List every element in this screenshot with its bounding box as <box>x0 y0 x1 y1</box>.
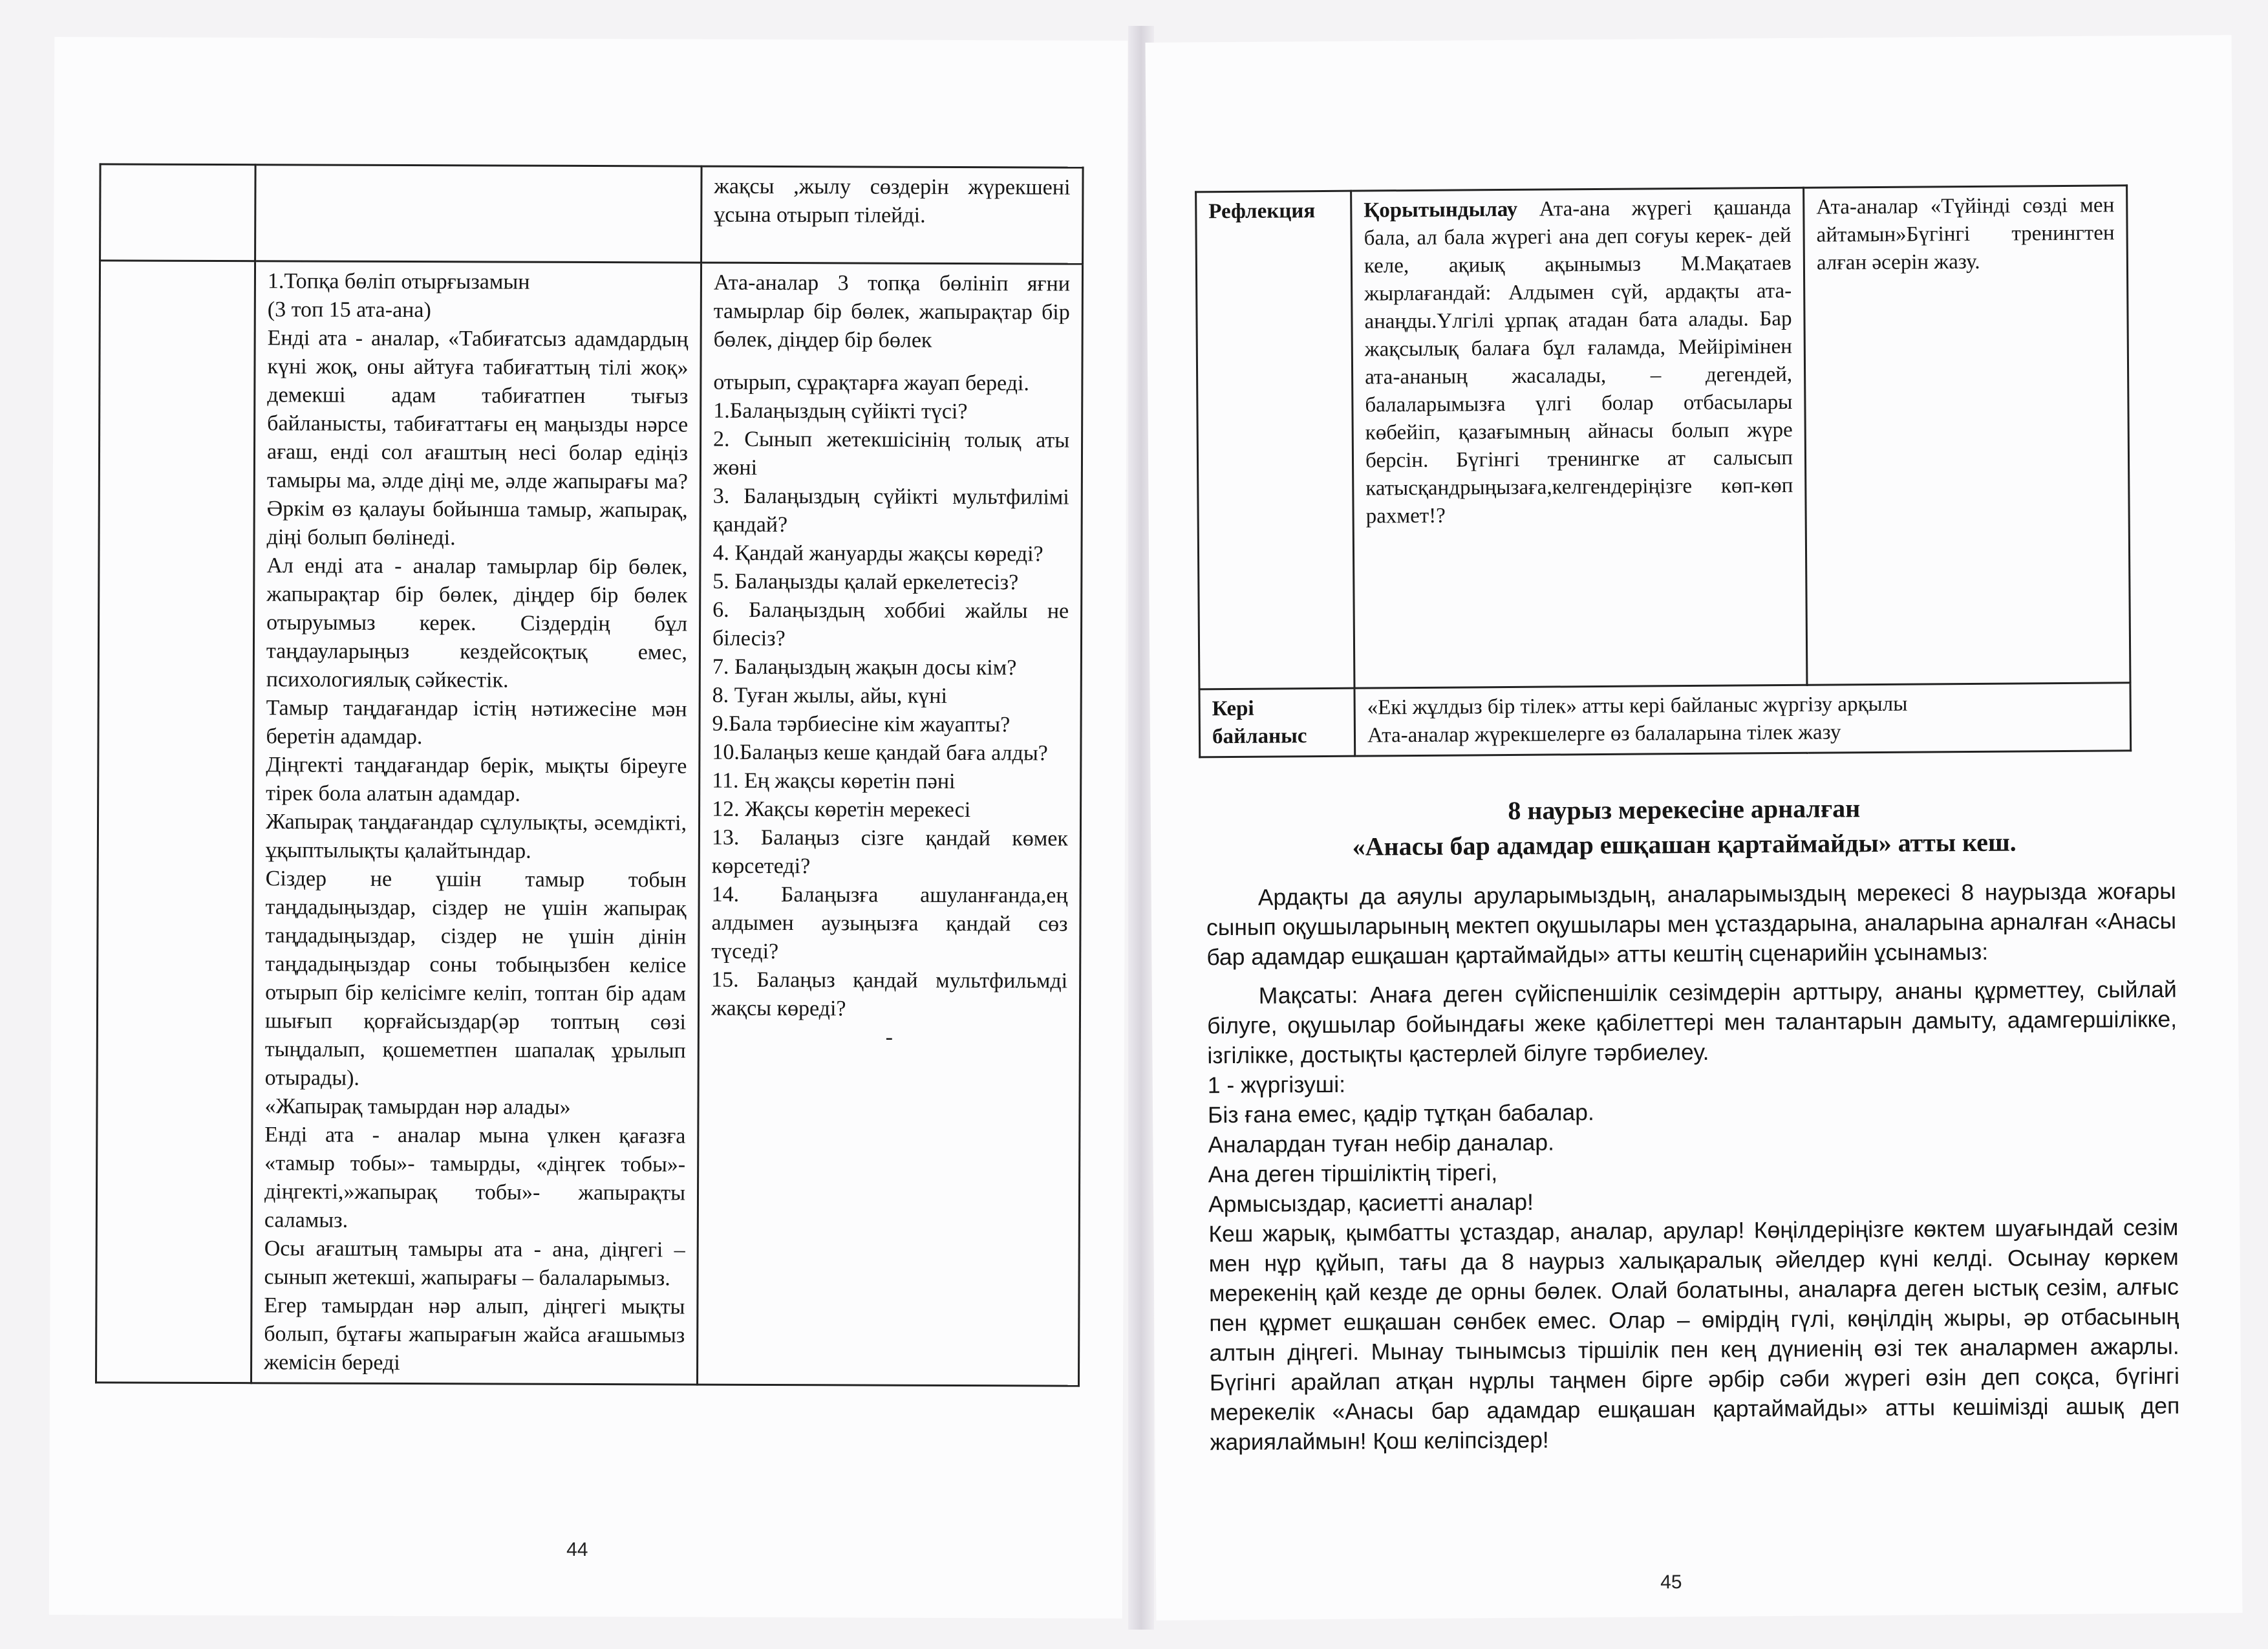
cell-text: Егер тамырдан нәр алып, діңгегі мықты болып, бұтағы жапырағын жайса ағашымыз жемісін береді <box>264 1293 685 1375</box>
cell-text: Ата-аналар жүрекшелерге өз балаларына тілек жазу <box>1367 720 1841 748</box>
question-item: 6. Балаңыздың хоббиі жайлы не білесіз? <box>712 598 1069 651</box>
cell-text: Енді ата - аналар мына үлкен қағазға «тамыр тобы»- тамырды, «діңгек тобы»- діңгекті,»жапырақ тобы»- жапырақты саламыз. <box>264 1123 686 1233</box>
poem-line: Армысыздар, қасиетті аналар! <box>1208 1189 1534 1218</box>
question-item: 5. Балаңызды қалай еркелетесіз? <box>712 569 1019 595</box>
cell-text: Ата-аналар «Түйінді сөзді мен айтамын»Бүгінгі тренингтен алған әсерін жазу. <box>1816 193 2115 275</box>
question-item: 10.Балаңыз кеше қандай баға алды? <box>712 740 1048 766</box>
cell-text: Ал енді ата - аналар тамырлар бір бөлек, жапырақтар бір бөлек, діңдер бір бөлек отыруымыз керек. Сіздердің бұл таңдауларыңыз кездейсоқтық емес, психологиялық сәйкестік. <box>266 554 688 693</box>
poem-line: Аналардан туған небір даналар. <box>1208 1129 1555 1158</box>
heading-line: «Анасы бар адамдар ешқашан қартаймайды» атты кеш. <box>1352 827 2017 861</box>
question-item: 11. Ең жақсы көретін пәні <box>712 768 956 793</box>
heading-line: 8 наурыз мерекесіне арналған <box>1508 793 1861 826</box>
table-row <box>100 164 1084 264</box>
activity-description-cell <box>251 261 701 1385</box>
left-page <box>49 37 1128 1619</box>
page-number: 44 <box>566 1538 588 1561</box>
question-item: 7. Балаңыздың жақын досы кім? <box>712 654 1017 680</box>
table-row <box>1196 186 2130 689</box>
question-item: 2. Сынып жетекшісінің толық аты жөні <box>712 427 1070 480</box>
cell-text: Осы ағаштың тамыры ата - ана, діңгегі – сынып жетекші, жапырағы – балаларымыз. <box>264 1236 685 1291</box>
table-row <box>96 261 1083 1386</box>
poem-line: Ана деген тіршіліктің тірегі, <box>1208 1159 1498 1188</box>
left-lesson-table <box>95 163 1084 1386</box>
table-cell <box>255 165 702 263</box>
goal-paragraph: Мақсаты: Анаға деген сүйіспеншілік сезімдерін арттыру, ананы құрметтеу, сыйлай білуге, оқушылар бойындағы жеке қабілеттері мен талантарын дамыту, адамгершілікке, ізгілікке, достықты қастерлей білуге тәрбиелеу. <box>1206 976 2177 1069</box>
cell-text: (3 топ 15 ата-ана) <box>267 297 431 323</box>
event-body <box>1206 876 2180 1457</box>
intro-paragraph: Ардақты да аяулы аруларымыздың, аналарымыздың мерекесі 8 наурызда жоғары сынып оқушыларының мектеп оқушылары мен ұстаздарына, аналарына арналған «Анасы бар адамдар ешқашан қартаймайды» атты кештің сценарийін ұсынамыз: <box>1206 878 2177 971</box>
question-item: 15. Балаңыз қандай мультфильмді жақсы көреді? <box>711 967 1068 1021</box>
page-number: 45 <box>1660 1571 1682 1593</box>
question-item: 12. Жақсы көретін мерекесі <box>712 797 971 823</box>
question-item: 14. Балаңызға ашуланғанда,ең алдымен аузыңызға қандай сөз түседі? <box>711 882 1068 964</box>
question-item: 13. Балаңыз сізге қандай көмек көрсетеді? <box>711 825 1069 879</box>
cell-text: Діңгекті таңдағандар берік, мықты біреуге тірек бола алатын адамдар. <box>266 753 687 806</box>
table-cell <box>701 166 1084 264</box>
cell-text: «Екі жұлдыз бір тілек» атты кері байланыс жүргізу арқылы <box>1367 692 1908 720</box>
reflection-cell <box>1351 188 1807 688</box>
question-item: 3. Балаңыздың сүйікті мультфилімі қандай? <box>712 484 1069 537</box>
feedback-cell <box>1354 683 2131 756</box>
question-item: 9.Бала тәрбиесіне кім жауапты? <box>712 711 1011 737</box>
reflection-text: Ата-ана жүрегі қашанда бала, ал бала жүрегі ана деп соғуы керек- дей келе, ақиық ақынымыз М.Мақатаев жырлағандай: Алдымен сүй, ардақты ата-анаңды.Үлгілі ұрпақ атадан бата алады. Бар жақсылық балаға бұл ғаламда, Мейірімінен ата-ананың жасалады, – дегендей, балаларымызға үлгі болар отбасылары көбейіп, қазағымның айнасы болып жүре берсін. Бүгінгі тренингке ат салысып катысқандрыңызаға,келгендеріңізге көп-көп рахмет!? <box>1364 195 1793 528</box>
reflection-label: Рефлекция <box>1196 191 1354 689</box>
question-item: 1.Балаңыздың сүйікті түсі? <box>713 398 968 424</box>
table-cell <box>96 261 255 1383</box>
cell-text: Ата-аналар 3 топқа бөлініп яғни тамырлар бір бөлек, жапырақтар бір бөлек, діңдер бір бөлек <box>713 270 1071 352</box>
table-row <box>1199 683 2131 757</box>
speaker-label: 1 - жүргізуші: <box>1207 1071 1346 1099</box>
cell-text: 1.Топқа бөліп отырғызамын <box>267 269 530 294</box>
table-cell <box>1804 186 2130 685</box>
poem-line: Біз ғана емес, қадір тұтқан бабалар. <box>1207 1099 1594 1128</box>
cell-text: Тамыр таңдағандар істің нәтижесіне мән беретін адамдар. <box>266 696 687 749</box>
right-page <box>1146 35 2243 1621</box>
event-heading <box>1190 789 2179 866</box>
question-item: 4. Қандай жануарды жақсы көреді? <box>712 541 1043 566</box>
cell-text: отырып, сұрақтарға жауап береді. <box>713 370 1029 396</box>
reflection-bold-text: Қорытындылау <box>1364 197 1518 222</box>
table-cell <box>100 164 256 261</box>
cell-text: Енді ата - аналар, «Табиғатсыз адамдардың күні жоқ, оны айтуға табиғаттың тілі жоқ» демекші адам табиғатпен тығыз байланысты, табиғаттағы ең маңызды нәрсе ағаш, енді сол ағаштың несі болар едіңіз тамыры ма, әлде діңі ме, әлде жапырағы ма? Әркім өз қалауы бойынша тамыр, жапырақ, діңі болып бөлінеді. <box>266 326 689 550</box>
closing-paragraph: Кеш жарық, қымбатты ұстаздар, аналар, арулар! Көңілдеріңізге көктем шуағындай сезім мен нұр құйып, тағы да 8 наурыз халықаралық әйелдер күні келді. Осынау көркем мерекенің қай кезде де орны бөлек. Олай болатыны, аналарға деген ыстық сезім, алғыс пен құрмет ешқашан сөнбек емес. Олар – өмірдің гүлі, көңілдің жыры, әр отбасының алтын діңгегі. Мынау тынымсыз тіршілік пен кең дүниенің өзі тек аналармен ажарлы. Бүгінгі арайлап атқан нұрлы таңмен бірге әрбір сәби жүрегі өзін деп соқса, бүгінгі мерекелік «Анасы бар адамдар ешқашан қартаймайды» атты кешімізді ашық деп жариялаймын! Қош келіпсіздер! <box>1208 1214 2180 1456</box>
questions-cell <box>697 263 1082 1386</box>
cell-text: - <box>885 1025 893 1050</box>
cell-text: «Жапырақ тамырдан нәр алады» <box>264 1094 571 1119</box>
cell-text: жақсы ,жылу сөздерін жүрекшені ұсына отырып тілейді. <box>714 174 1071 228</box>
cell-text: Жапырақ таңдағандар сұлулықты, әсемдікті, ұқыптылықты қалайтындар. <box>265 810 687 863</box>
cell-text: Сіздер не үшін тамыр тобын таңдадыңыздар, сіздер не үшін жапырақ таңдадыңыздар, сіздер не үшін дінін таңдадыңыздар соны тобыңызбен келісе отырып бір келісімге келіп, топтан бір адам шығып қорғайсыздар(әр топтың сөзі тыңдалып, қошеметпен шапалақ ұрылып отырады). <box>264 867 687 1090</box>
question-item: 8. Туған жылы, айы, күні <box>712 683 948 708</box>
right-lesson-table <box>1195 184 2132 758</box>
feedback-label: Кері байланыс <box>1199 688 1355 757</box>
